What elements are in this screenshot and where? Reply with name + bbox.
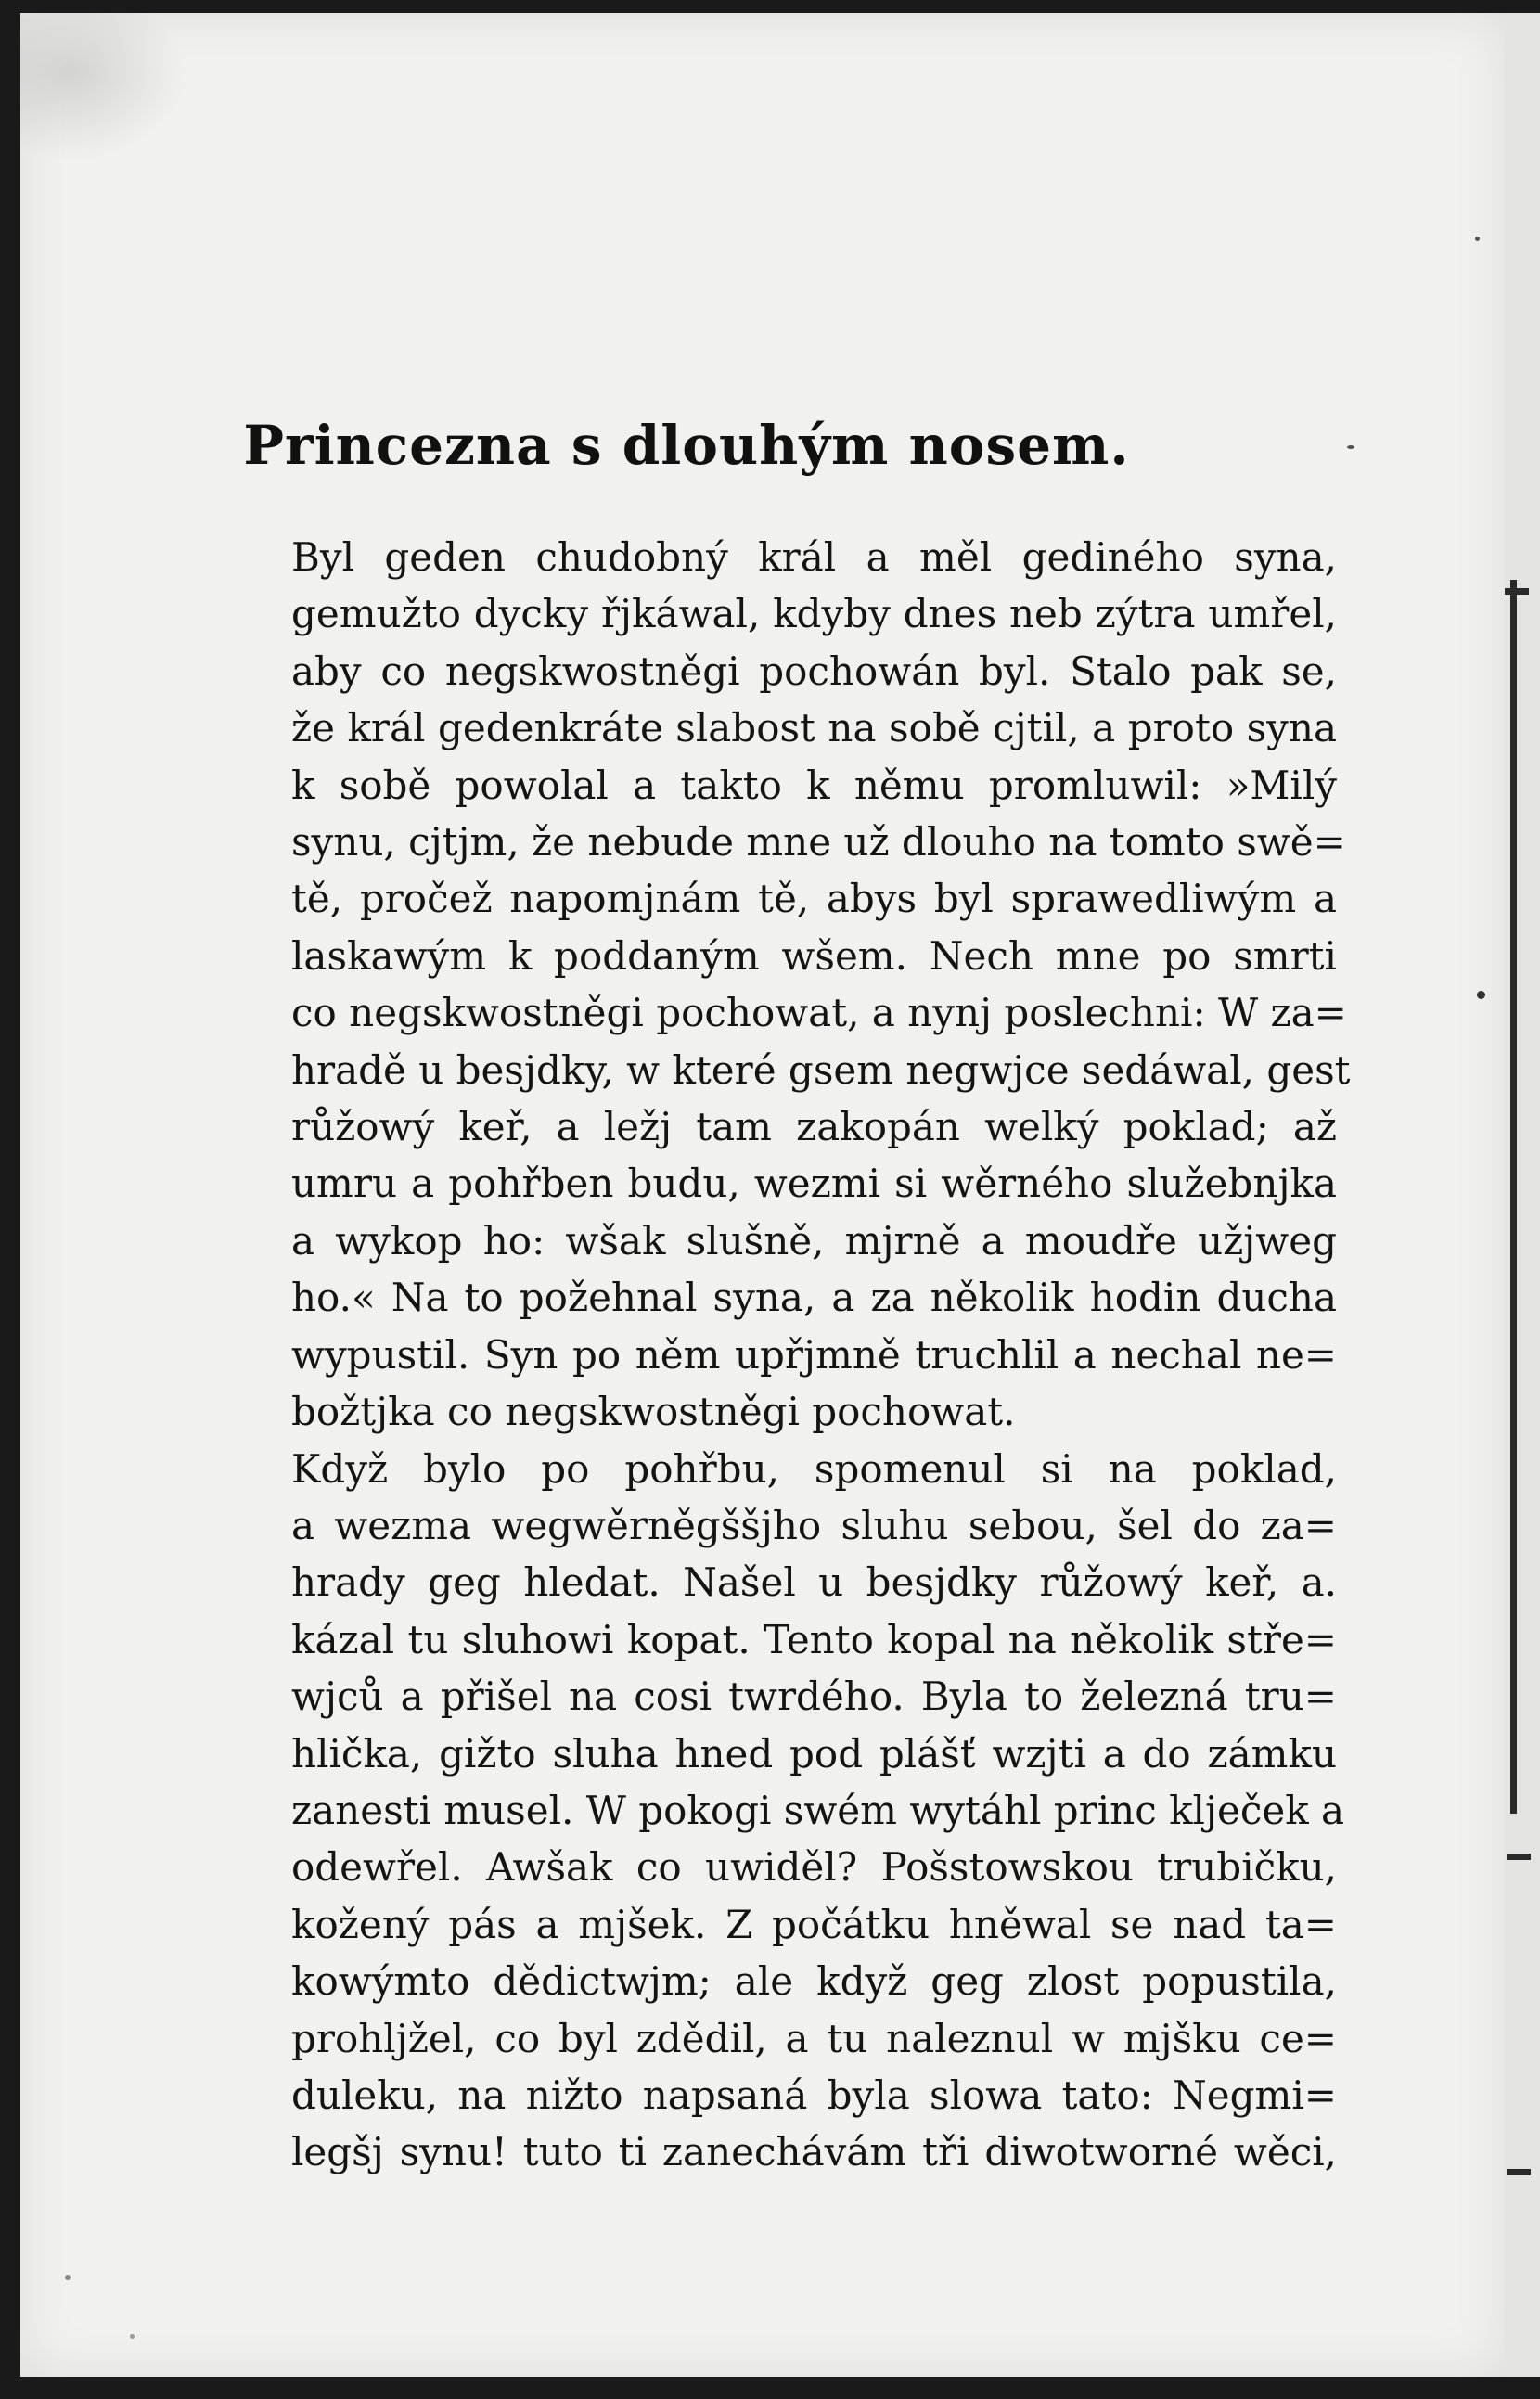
text-line: Když bylo po pohřbu, spomenul si na poklad, [291, 1445, 1337, 1492]
text-line: legšj synu! tuto ti zanechávám tři diwotworné wěci, [291, 2129, 1337, 2175]
dust-speck [1475, 237, 1480, 241]
text-line: tě, pročež napomjnám tě, abys byl sprawedliwým a [291, 876, 1337, 922]
dust-speck [1477, 991, 1485, 999]
text-line: odewřel. Awšak co uwiděl? Pošstowskou trubičku, [291, 1844, 1337, 1891]
paragraph-1 [173, 529, 1351, 1441]
text-line: duleku, na nižto napsaná byla slowa tato: Negmi= [291, 2072, 1337, 2118]
text-line: k sobě powolal a takto k němu promluwil: »Milý [291, 762, 1337, 808]
text-line: kowýmto dědictwjm; ale když geg zlost popustila, [291, 1958, 1337, 2005]
text-line: co negskwostněgi pochowat, a nynj poslechni: W za= [291, 990, 1347, 1036]
text-line: božtjka co negskwostněgi pochowat. [291, 1389, 1016, 1435]
text-line: laskawým k poddaným wšem. Nech mne po smrti [291, 932, 1337, 979]
text-line: že král gedenkráte slabost na sobě cjtil, a proto syna [291, 705, 1337, 751]
dust-speck [1347, 445, 1354, 449]
text-line: wjců a přišel na cosi twrdého. Byla to železná tru= [291, 1674, 1337, 1720]
dust-speck [130, 2334, 135, 2339]
text-line: Byl geden chudobný král a měl gediného syna, [291, 534, 1337, 580]
text-line: synu, cjtjm, že nebude mne už dlouho na tomto swě= [291, 819, 1346, 866]
text-line: umru a pohřben budu, wezmi si wěrného služebnjka [291, 1161, 1337, 1207]
story-title: Princezna s dlouhým nosem. [243, 414, 1130, 477]
text-line: zanesti musel. W pokogi swém wytáhl princ klječek a [291, 1787, 1345, 1833]
text-line: wypustil. Syn po něm upřjmně truchlil a nechal ne= [291, 1331, 1337, 1378]
facing-page-tick [1507, 1854, 1531, 1860]
text-line: gemužto dycky řjkáwal, kdyby dnes neb zýtra umřel, [291, 591, 1337, 637]
text-line: kázal tu sluhowi kopat. Tento kopal na několik stře= [291, 1616, 1337, 1662]
dust-speck [65, 2275, 71, 2280]
text-line: prohljžel, co byl zdědil, a tu naleznul w mjšku ce= [291, 2015, 1337, 2061]
text-line: kožený pás a mjšek. Z počátku hněwal se nad ta= [291, 1901, 1337, 1947]
story-body [173, 529, 1351, 2181]
text-line: hlička, gižto sluha hned pod plášť wzjti a do zámku [291, 1730, 1337, 1777]
paragraph-2 [173, 1441, 1345, 2181]
text-line: hrady geg hledat. Našel u besjdky růžowý keř, a. [291, 1559, 1337, 1606]
facing-page-rule [1510, 580, 1517, 1814]
facing-page-tick [1505, 588, 1529, 595]
facing-page-tick [1507, 2169, 1531, 2175]
text-line: aby co negskwostněgi pochowán byl. Stalo pak se, [291, 648, 1337, 694]
text-line: a wezma wegwěrněgššjho sluhu sebou, šel do za= [291, 1502, 1337, 1548]
text-line: a wykop ho: wšak slušně, mjrně a moudře užjweg [291, 1217, 1337, 1264]
text-line: ho.« Na to požehnal syna, a za několik hodin ducha [291, 1275, 1337, 1321]
text-line: růžowý keř, a ležj tam zakopán welký poklad; až [291, 1104, 1337, 1150]
text-line: hradě u besjdky, w které gsem negwjce sedáwal, gest [291, 1046, 1351, 1093]
